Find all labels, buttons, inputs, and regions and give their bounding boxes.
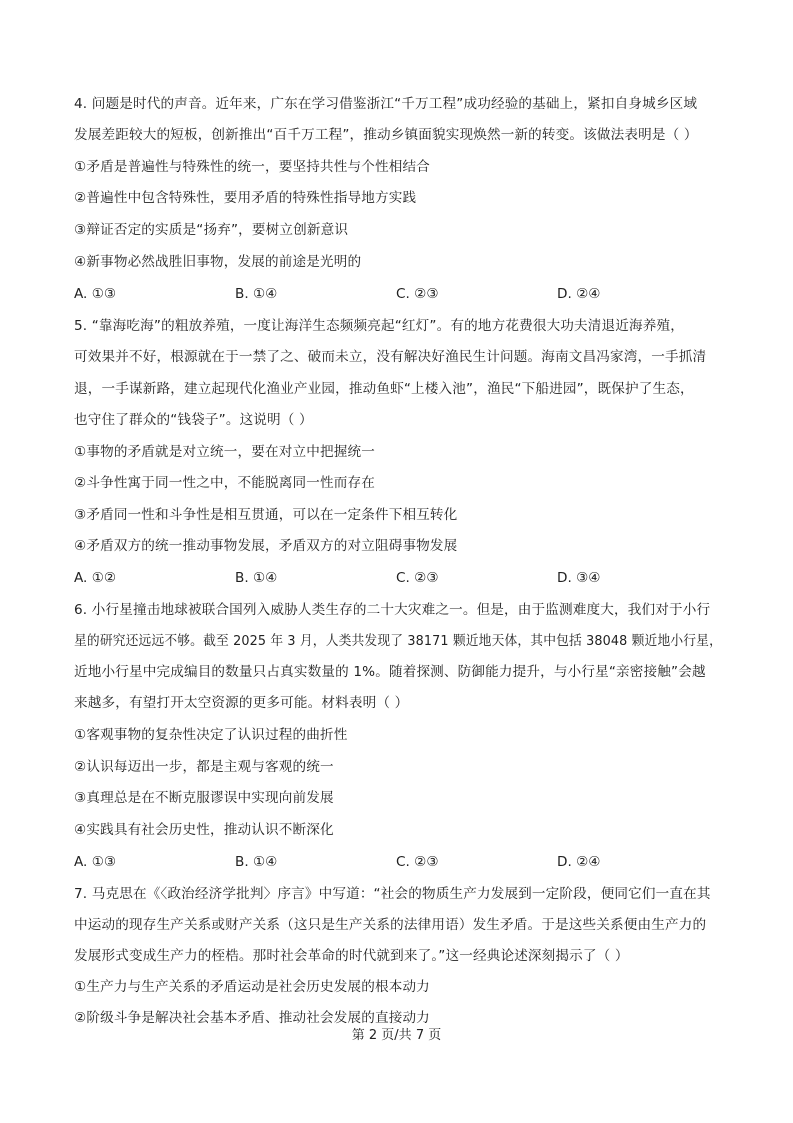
- q4-item-4: ④新事物必然战胜旧事物，发展的前途是光明的: [74, 254, 362, 270]
- q6-item-4: ④实践具有社会历史性，推动认识不断深化: [74, 822, 334, 838]
- q6-item-1: ①客观事物的复杂性决定了认识过程的曲折性: [74, 727, 348, 743]
- q6-item-2: ②认识每迈出一步，都是主观与客观的统一: [74, 759, 334, 775]
- q5-stem-line-3: 退，一手谋新路，建立起现代化渔业产业园，推动鱼虾“上楼入池”，渔民“下船进园”，既保护了生态，: [74, 381, 694, 397]
- q6-stem-line-4: 来越多，有望打开太空资源的更多可能。材料表明（ ）: [74, 695, 409, 711]
- q6-stem-line-2: 星的研究还远远不够。截至 2025 年 3 月，人类共发现了 38171 颗近地天体，其中包括 38048 颗近地小行星，: [74, 633, 722, 649]
- q5-stem-line-2: 可效果并不好，根源就在于一禁了之、破而未立，没有解决好渔民生计问题。海南文昌冯家湾，一手抓清: [74, 349, 707, 365]
- page-footer: 第 2 页/共 7 页: [351, 1028, 442, 1043]
- q6-option-b: B. ①④: [235, 854, 278, 870]
- q5-item-4: ④矛盾双方的统一推动事物发展，矛盾双方的对立阻碍事物发展: [74, 538, 458, 554]
- q6-option-c: C. ②③: [396, 854, 439, 870]
- q6-option-a: A. ①③: [74, 854, 117, 870]
- q4-item-2: ②普遍性中包含特殊性，要用矛盾的特殊性指导地方实践: [74, 190, 417, 206]
- q6-stem-line-3: 近地小行星中完成编目的数量只占真实数量的 1%。随着探测、防御能力提升，与小行星“亲密接触”会越: [74, 664, 706, 680]
- q5-option-a: A. ①②: [74, 570, 117, 586]
- q4-item-1: ①矛盾是普遍性与特殊性的统一，要坚持共性与个性相结合: [74, 159, 430, 175]
- q7-stem-line-1: 7. 马克思在《〈政治经济学批判〉序言》中写道：“社会的物质生产力发展到一定阶段，便同它们一直在其: [74, 886, 711, 902]
- q5-item-2: ②斗争性寓于同一性之中，不能脱离同一性而存在: [74, 475, 375, 491]
- q6-item-3: ③真理总是在不断克服谬误中实现向前发展: [74, 790, 334, 806]
- q4-option-a: A. ①③: [74, 286, 117, 302]
- q5-stem-line-4: 也守住了群众的“钱袋子”。这说明（ ）: [74, 412, 313, 428]
- q7-item-1: ①生产力与生产关系的矛盾运动是社会历史发展的根本动力: [74, 979, 430, 995]
- q7-item-2: ②阶级斗争是解决社会基本矛盾、推动社会发展的直接动力: [74, 1010, 430, 1026]
- q4-item-3: ③辩证否定的实质是“扬弃”，要树立创新意识: [74, 222, 349, 238]
- q5-stem-line-1: 5. “靠海吃海”的粗放养殖，一度让海洋生态频频亮起“红灯”。有的地方花费很大功夫清退近海养殖，: [74, 318, 685, 334]
- q6-option-d: D. ②④: [557, 854, 601, 870]
- q5-item-3: ③矛盾同一性和斗争性是相互贯通，可以在一定条件下相互转化: [74, 507, 458, 523]
- q5-option-b: B. ①④: [235, 570, 278, 586]
- q4-option-c: C. ②③: [396, 286, 439, 302]
- q4-stem-line-2: 发展差距较大的短板，创新推出“百千万工程”，推动乡镇面貌实现焕然一新的转变。该做法表明是（ ）: [74, 127, 698, 143]
- q7-stem-line-3: 发展形式变成生产力的桎梏。那时社会革命的时代就到来了。”这一经典论述深刻揭示了（ ）: [74, 948, 629, 964]
- q5-item-1: ①事物的矛盾就是对立统一，要在对立中把握统一: [74, 444, 375, 460]
- q6-stem-line-1: 6. 小行星撞击地球被联合国列入威胁人类生存的二十大灾难之一。但是，由于监测难度大，我们对于小行: [74, 602, 711, 618]
- q7-stem-line-2: 中运动的现存生产关系或财产关系（这只是生产关系的法律用语）发生矛盾。于是这些关系便由生产力的: [74, 917, 707, 933]
- q4-option-d: D. ②④: [557, 286, 601, 302]
- q5-option-c: C. ②③: [396, 570, 439, 586]
- q5-option-d: D. ③④: [557, 570, 601, 586]
- q4-option-b: B. ①④: [235, 286, 278, 302]
- q4-stem-line-1: 4. 问题是时代的声音。近年来，广东在学习借鉴浙江“千万工程”成功经验的基础上，紧扣自身城乡区域: [74, 96, 698, 112]
